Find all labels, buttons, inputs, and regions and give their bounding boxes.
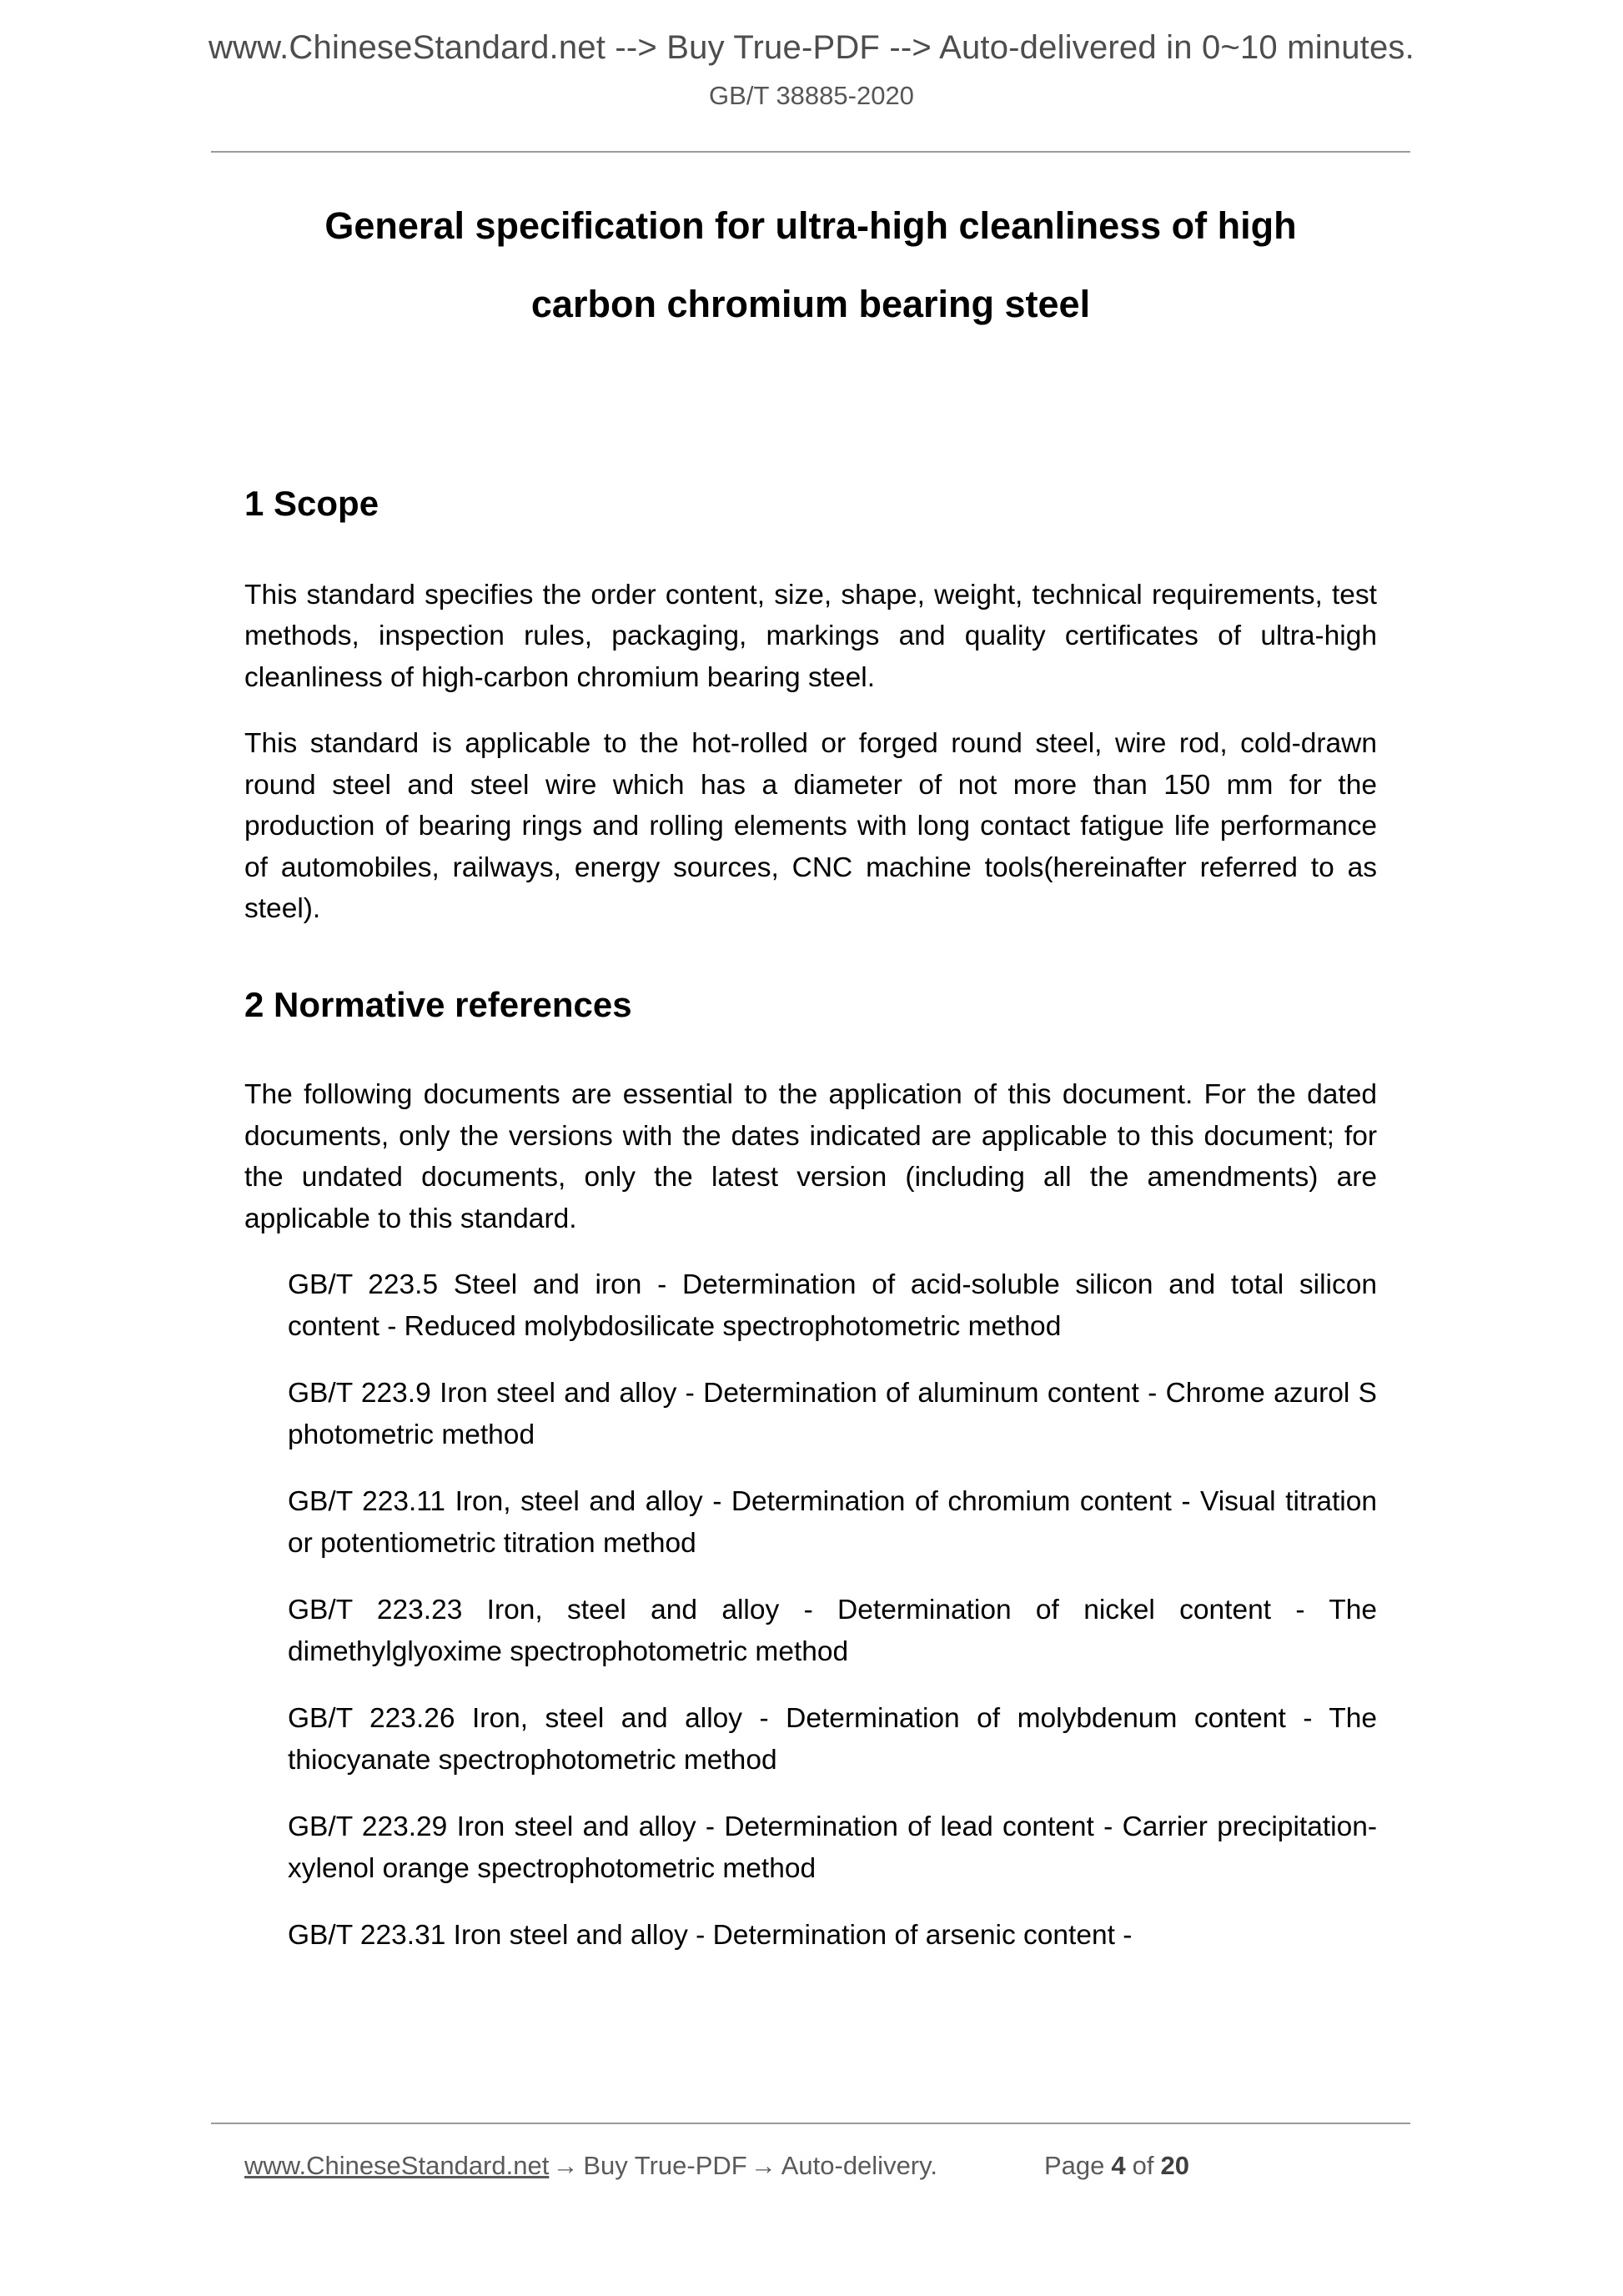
list-item: GB/T 223.9 Iron steel and alloy - Determination of aluminum content - Chrome azurol S photometric method	[288, 1378, 1377, 1450]
page-label: Page	[1043, 2151, 1105, 2180]
section-heading-normative-references: 2 Normative references	[244, 984, 632, 1024]
spacer	[244, 698, 1377, 723]
normative-references-intro: The following documents are essential to the application of this document. For the dated documents, only the versions with the dates indicated are applicable to this document; for the undated documents, only the latest version (including all the amendments) are applicable to this standard.	[244, 1079, 1377, 1234]
spacer	[244, 1239, 1377, 1264]
section-heading-scope: 1 Scope	[244, 484, 379, 523]
header-divider	[211, 151, 1410, 153]
spacer	[244, 526, 1377, 575]
footer-delivery-label: Auto-delivery.	[781, 2151, 937, 2180]
spacer	[244, 1027, 1377, 1074]
footer-site-link[interactable]: www.ChineseStandard.net	[244, 2151, 550, 2180]
page-footer	[244, 2148, 1377, 2183]
header-standard-number: GB/T 38885-2020	[709, 81, 914, 110]
spacer	[244, 930, 1377, 983]
list-item: GB/T 223.23 Iron, steel and alloy - Determination of nickel content - The dimethylglyoxime spectrophotometric method	[288, 1595, 1377, 1667]
page-header	[0, 27, 1623, 113]
list-item: GB/T 223.5 Steel and iron - Determination of acid-soluble silicon and total silicon content - Reduced molybdosilicate spectrophotometric method	[288, 1269, 1377, 1342]
normative-references-list	[244, 1264, 1377, 1957]
scope-paragraph-1: This standard specifies the order content, size, shape, weight, technical requirements, test methods, inspection rules, packaging, markings and quality certificates of ultra-high cleanliness of high-carbon chromium bearing steel.	[244, 579, 1377, 693]
page-title-line-1: General specification for ultra-high cleanliness of high	[324, 204, 1297, 247]
footer-divider	[211, 2123, 1410, 2124]
of-label: of	[1132, 2151, 1154, 2180]
arrow-right-icon: →	[552, 2151, 579, 2180]
list-item: GB/T 223.31 Iron steel and alloy - Determination of arsenic content -	[288, 1920, 1133, 1951]
scope-paragraph-2: This standard is applicable to the hot-rolled or forged round steel, wire rod, cold-drawn round steel and steel wire which has a diameter of not more than 150 mm for the production of bearing rings and rolling elements with long contact fatigue life performance of automobiles, railways, energy sources, CNC machine tools(hereinafter referred to as steel).	[244, 728, 1377, 924]
total-pages: 20	[1160, 2151, 1189, 2180]
list-item: GB/T 223.11 Iron, steel and alloy - Determination of chromium content - Visual titration or potentiometric titration method	[288, 1486, 1377, 1559]
footer-buy-label: Buy True-PDF	[583, 2151, 747, 2180]
page-title	[244, 198, 1377, 332]
arrow-right-icon-2: →	[750, 2151, 776, 2180]
footer-promo	[244, 2148, 937, 2183]
header-promo-text: www.ChineseStandard.net --> Buy True-PDF --> Auto-delivered in 0~10 minutes.	[209, 29, 1414, 66]
list-item: GB/T 223.26 Iron, steel and alloy - Determination of molybdenum content - The thiocyanate spectrophotometric method	[288, 1703, 1377, 1776]
document-body	[244, 482, 1377, 1957]
page-title-line-2: carbon chromium bearing steel	[530, 283, 1091, 326]
list-item: GB/T 223.29 Iron steel and alloy - Determination of lead content - Carrier precipitation-xylenol orange spectrophotometric method	[288, 1811, 1377, 1884]
page-number: 4	[1111, 2151, 1126, 2180]
page-indicator	[1044, 2148, 1189, 2183]
